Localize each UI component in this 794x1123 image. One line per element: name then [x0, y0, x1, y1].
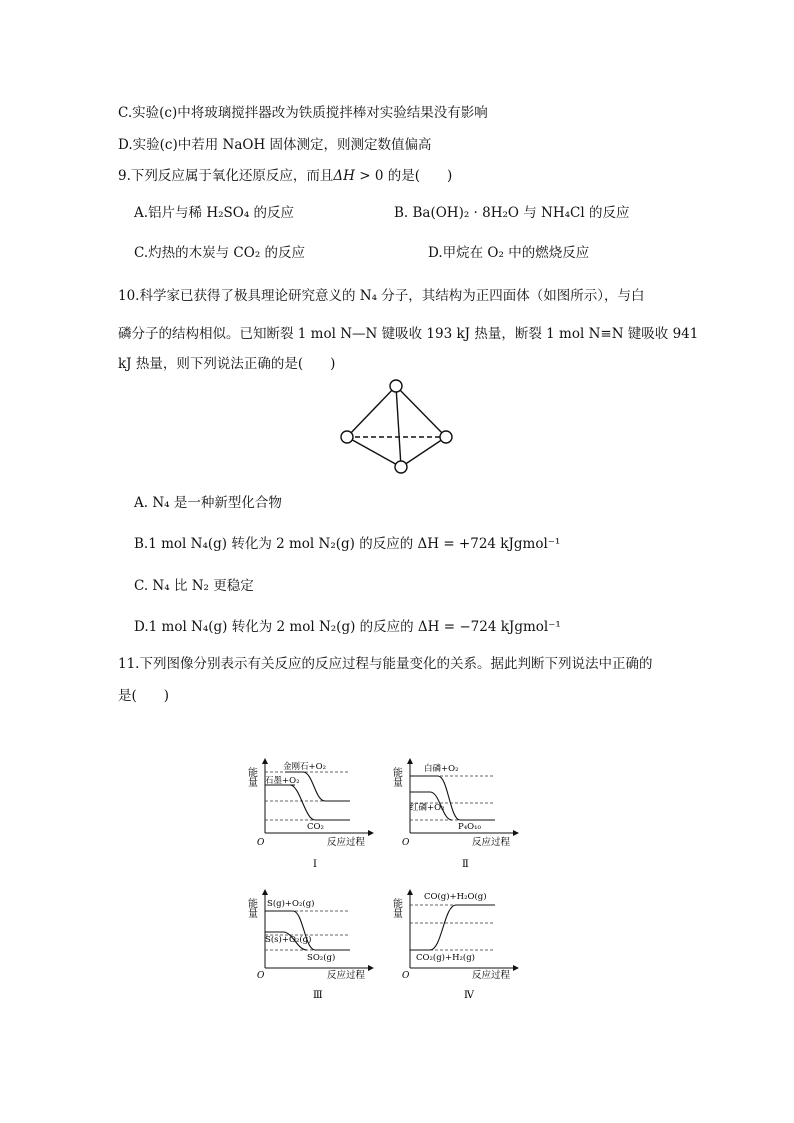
g1-x-label: 反应过程 — [327, 837, 366, 848]
g1-y-label: 能量 — [245, 767, 257, 787]
g1-top-label: 金刚石+O₂ — [283, 762, 326, 772]
n-atom-left — [341, 431, 353, 443]
g1-bottom-label: CO₂ — [307, 822, 324, 832]
question-9-stem — [118, 167, 452, 185]
energy-graph-4 — [390, 880, 530, 1010]
q10-option-c: C. N₄ 比 N₂ 更稳定 — [134, 578, 254, 594]
n-atom-bottom — [395, 461, 407, 473]
g1-origin: O — [257, 838, 265, 848]
option-d-previous: D.实验(c)中若用 NaOH 固体测定，则测定数值偏高 — [118, 137, 432, 153]
energy-graph-3 — [245, 880, 385, 1010]
q9-option-d: D.甲烷在 O₂ 中的燃烧反应 — [428, 245, 590, 261]
g3-mid-label: S(s)+O₂(g) — [265, 935, 312, 945]
g1-numeral: Ⅰ — [313, 859, 317, 870]
g4-bottom-label: CO₂(g)+H₂(g) — [416, 953, 475, 963]
q9-option-b: B. Ba(OH)₂ · 8H₂O 与 NH₄Cl 的反应 — [394, 205, 630, 221]
g2-x-label: 反应过程 — [472, 837, 511, 848]
g2-origin: O — [402, 838, 410, 848]
n-atom-right — [440, 431, 452, 443]
q9-stem-pre: 9.下列反应属于氧化还原反应，而且 — [118, 168, 334, 184]
g4-origin: O — [402, 971, 410, 981]
q10-option-b: B.1 mol N₄(g) 转化为 2 mol N₂(g) 的反应的 ΔH = +724 kJgmol⁻¹ — [134, 536, 561, 552]
question-10-stem-2: 磷分子的结构相似。已知断裂 1 mol N—N 键吸收 193 kJ 热量，断裂 1 mol N≡N 键吸收 941 — [118, 326, 699, 342]
g3-origin: O — [257, 971, 265, 981]
energy-graph-2 — [390, 745, 530, 875]
q9-delta-h: ΔH — [333, 168, 355, 184]
g3-bottom-label: SO₂(g) — [307, 953, 336, 963]
g1-mid-label: 石墨+O₂ — [265, 776, 300, 786]
question-11-stem-2: 是( ) — [118, 688, 170, 704]
g2-top-label: 白磷+O₂ — [424, 764, 459, 774]
q9-option-c: C.灼热的木炭与 CO₂ 的反应 — [134, 245, 306, 261]
g2-y-label: 能量 — [390, 767, 402, 787]
q10-option-d: D.1 mol N₄(g) 转化为 2 mol N₂(g) 的反应的 ΔH = −724 kJgmol⁻¹ — [134, 619, 561, 635]
question-10-stem-3: kJ 热量，则下列说法正确的是( ) — [118, 356, 336, 372]
g3-top-label: S(g)+O₂(g) — [267, 899, 315, 909]
n-atom-top — [390, 380, 402, 392]
g3-x-label: 反应过程 — [327, 970, 366, 981]
g2-mid-label: 红磷+O₂ — [410, 803, 445, 813]
question-10-stem-1: 10.科学家已获得了极具理论研究意义的 N₄ 分子，其结构为正四面体（如图所示），与白 — [118, 288, 645, 304]
g3-y-label: 能量 — [245, 898, 257, 918]
q10-option-a: A. N₄ 是一种新型化合物 — [134, 495, 282, 511]
g4-x-label: 反应过程 — [472, 970, 511, 981]
q9-stem-post: > 0 的是( ) — [354, 168, 453, 184]
question-11-stem-1: 11.下列图像分别表示有关反应的反应过程与能量变化的关系。据此判断下列说法中正确的 — [118, 656, 653, 672]
q9-option-a: A.铝片与稀 H₂SO₄ 的反应 — [134, 205, 295, 221]
g3-numeral: Ⅲ — [313, 990, 323, 1001]
tetrahedron-figure — [335, 375, 460, 475]
g4-numeral: Ⅳ — [464, 990, 474, 1001]
energy-graph-1 — [245, 745, 385, 875]
option-c-previous: C.实验(c)中将玻璃搅拌器改为铁质搅拌棒对实验结果没有影响 — [118, 105, 488, 121]
g4-top-label: CO(g)+H₂O(g) — [424, 892, 487, 902]
g4-y-label: 能量 — [390, 898, 402, 918]
g2-numeral: Ⅱ — [462, 859, 469, 870]
g2-bottom-label: P₄O₁₀ — [458, 822, 481, 832]
